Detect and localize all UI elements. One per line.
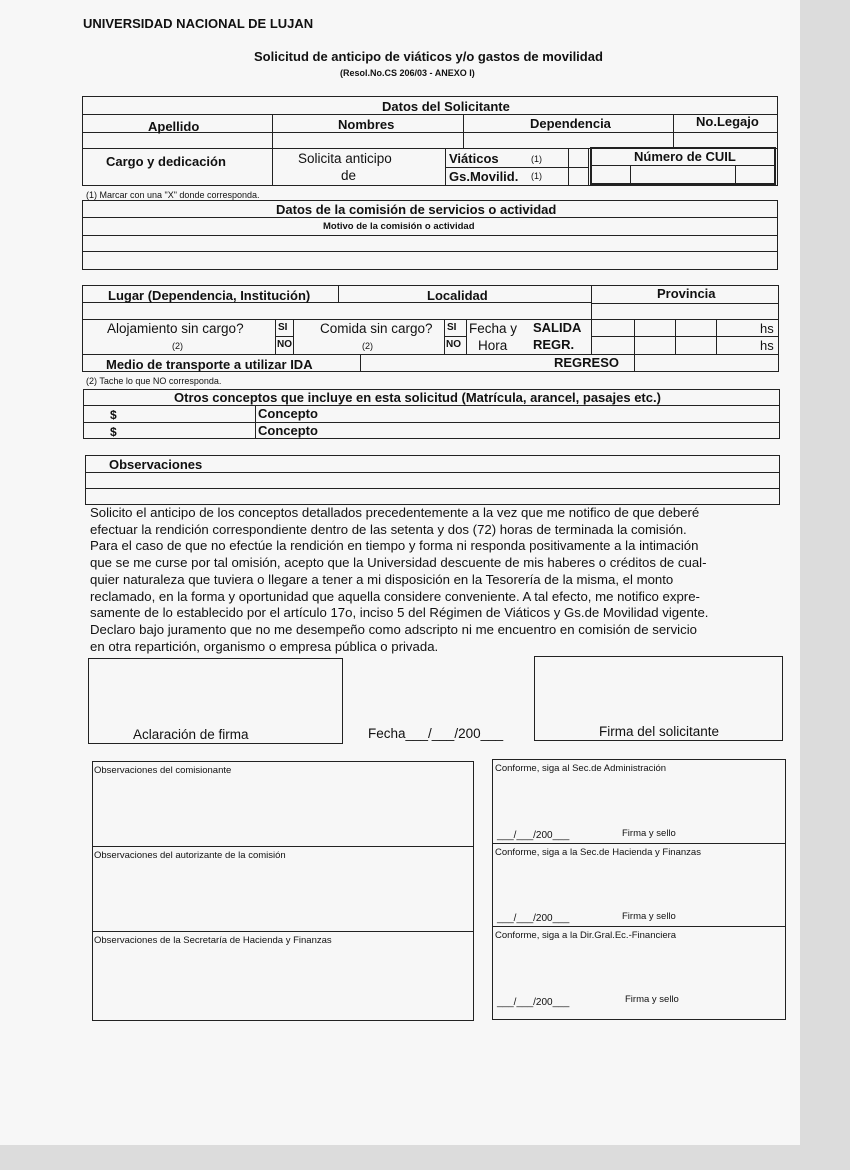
dependencia-field[interactable] [464,132,673,148]
label-legajo: No.Legajo [696,114,759,129]
label-viaticos: Viáticos [449,151,499,166]
label-fecha[interactable]: Fecha___/___/200___ [368,726,504,741]
regreso-datetime-field[interactable] [592,337,759,353]
comida-note-ref: (2) [362,341,373,351]
salida-datetime-field[interactable] [592,320,759,336]
label-cargo: Cargo y dedicación [106,154,226,169]
lugar-field[interactable] [83,303,591,319]
label-lugar: Lugar (Dependencia, Institución) [108,288,311,303]
label-aclaracion: Aclaración de firma [133,727,249,742]
label-localidad: Localidad [427,288,488,303]
legajo-field[interactable] [674,132,778,148]
regreso-hs: hs [760,338,774,353]
label-gs-movilid: Gs.Movilid. [449,169,519,184]
motivo-field[interactable] [83,236,777,269]
label-conforme-2: Conforme, siga a la Sec.de Hacienda y Finanzas [495,847,701,858]
gs-movilid-note-ref: (1) [531,171,542,181]
concept-label-1: Concepto [258,406,318,421]
transporte-regreso-field[interactable] [635,355,778,371]
note-2: (2) Tache lo que NO corresponda. [86,376,222,386]
apellido-field[interactable] [82,132,273,148]
label-hora: Hora [478,338,508,353]
label-salida: SALIDA [533,320,582,335]
label-solicita-2: de [341,168,357,183]
label-conforme-3: Conforme, siga a la Dir.Gral.Ec.-Financiera [495,930,677,941]
commission-section-title: Datos de la comisión de servicios o actividad [276,202,557,217]
transporte-ida-field[interactable] [361,355,541,371]
obs-autorizante-field[interactable] [93,863,473,930]
observations-field[interactable] [86,473,779,504]
label-obs-secretaria: Observaciones de la Secretaría de Hacienda y Finanzas [94,935,332,946]
obs-comisionante-field[interactable] [93,778,473,845]
label-firma-solicitante: Firma del solicitante [599,724,720,739]
label-solicita-1: Solicita anticipo [298,151,392,166]
label-transporte: Medio de transporte a utilizar IDA [106,357,313,372]
label-regr: REGR. [533,337,575,352]
date-line-3[interactable]: ___/___/200___ [497,997,570,1008]
firma-sello-1: Firma y sello [622,828,676,839]
label-alojamiento: Alojamiento sin cargo? [107,321,244,336]
gs-movilid-checkbox[interactable] [568,167,589,186]
concept-field-1[interactable] [330,406,778,422]
label-fecha-y: Fecha y [469,321,518,336]
viaticos-checkbox[interactable] [568,148,589,167]
comida-no[interactable]: NO [446,339,461,350]
other-concepts-title: Otros conceptos que incluye en esta solicitud (Matrícula, arancel, pasajes etc.) [174,390,661,405]
amount-symbol-1: $ [110,408,117,422]
cuil-field[interactable] [631,166,734,184]
obs-secretaria-field[interactable] [93,948,473,1020]
amount-field-1[interactable] [124,406,254,422]
label-motivo: Motivo de la comisión o actividad [323,221,475,232]
label-dependencia: Dependencia [530,116,611,131]
note-1: (1) Marcar con una "X" donde corresponda. [86,190,260,200]
alojamiento-si[interactable]: SI [278,322,288,333]
nombres-field[interactable] [273,132,463,148]
amount-field-2[interactable] [124,423,254,438]
label-apellido: Apellido [148,119,200,134]
label-obs-comisionante: Observaciones del comisionante [94,765,232,776]
firma-sello-2: Firma y sello [622,911,676,922]
label-conforme-1: Conforme, siga al Sec.de Administración [495,763,667,774]
label-regreso: REGRESO [554,355,620,370]
concept-label-2: Concepto [258,423,318,438]
form-resolution: (Resol.No.CS 206/03 - ANEXO I) [340,68,475,78]
label-cuil: Número de CUIL [634,149,736,164]
approvals-table [492,759,786,1020]
amount-symbol-2: $ [110,425,117,439]
alojamiento-note-ref: (2) [172,341,183,351]
concept-field-2[interactable] [330,423,778,438]
label-provincia: Provincia [657,286,716,301]
label-obs-autorizante: Observaciones del autorizante de la comisión [94,850,286,861]
label-nombres: Nombres [338,117,395,132]
viaticos-note-ref: (1) [531,154,542,164]
university-name: UNIVERSIDAD NACIONAL DE LUJAN [83,16,314,31]
comida-si[interactable]: SI [447,322,457,333]
date-line-2[interactable]: ___/___/200___ [497,913,570,924]
declaration-text: Solicito el anticipo de los conceptos detallados precedentemente a la vez que me notifico de que deberé efectuar la rendición correspondiente dentro de las setenta y dos (72) horas de terminada la comisión. Para el caso de que no efectúe la rendición en tiempo y forma ni responda positivamente a la intimación que se me curse por tal omisión, acepto que la Universidad descuente de mis haberes o créditos de cual- quier naturaleza que tuviera o llegare a tener a mi disposición en la Tesorería de la misma, el monto reclamado, en la forma y oportunidad que aquella considere conveniente. A tal efecto, me notifico expre- samente de lo establecido por el artículo 17o, inciso 5 del Régimen de Viáticos y Gs.de Movilidad vigente. Declaro bajo juramento que no me desempeño como adscripto ni me encuentro en comisión de servicio en otra repartición, organismo o empresa pública o privada. [90,505,709,654]
provincia-field[interactable] [592,304,778,319]
date-line-1[interactable]: ___/___/200___ [497,830,570,841]
form-title: Solicitud de anticipo de viáticos y/o gastos de movilidad [254,49,603,64]
salida-hs: hs [760,321,774,336]
observations-title: Observaciones [109,457,203,472]
firma-sello-3: Firma y sello [625,994,679,1005]
label-comida: Comida sin cargo? [320,321,433,336]
alojamiento-no[interactable]: NO [277,339,292,350]
applicant-section-title: Datos del Solicitante [382,99,510,114]
